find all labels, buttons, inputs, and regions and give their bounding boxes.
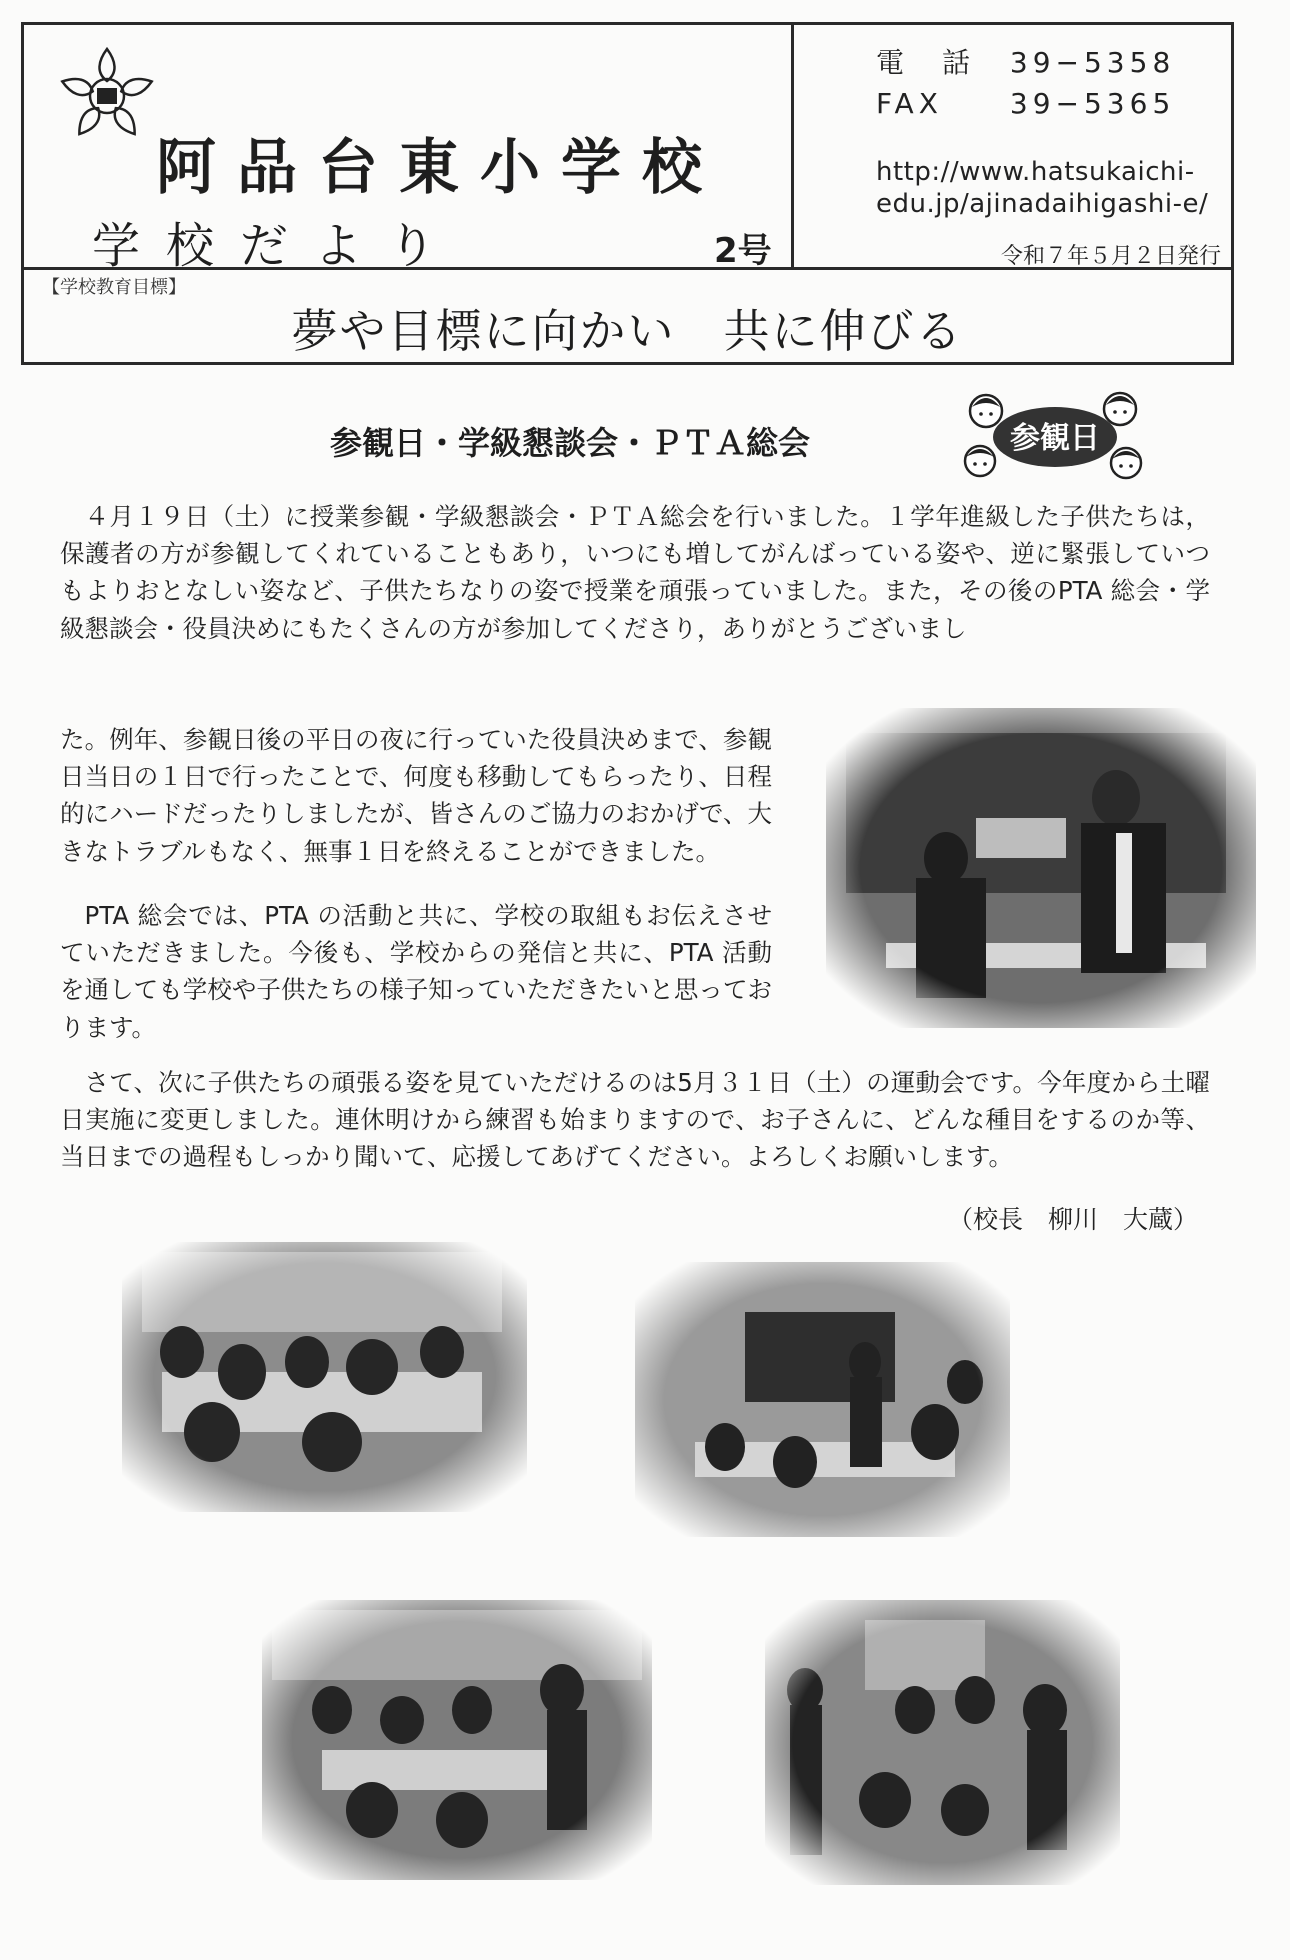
website-url-line1[interactable]: http://www.hatsukaichi- [876,157,1195,187]
phone-number: 39−5358 [1009,46,1176,79]
photo-lesson-front-board [635,1262,1010,1537]
school-crest-icon [52,41,162,151]
badge-text: 参観日 [1010,421,1100,456]
photo-classroom-lesson [826,708,1256,1028]
fax-label: FAX [876,87,943,120]
newsletter-title: 学校だより [92,218,463,274]
school-goal-label: 【学校教育目標】 [42,277,186,298]
article-paragraph-3: さて、次に子供たちの頑張る姿を見ていただけるのは5月３１日（土）の運動会です。今年度から土曜日実施に変更しました。連休明けから練習も始まりますので、お子さんに、どんな種目をするのか等、当日までの過程もしっかり聞いて、応援してあげてください。よろしくお願いします。 [60,1068,1210,1172]
school-goal-text: 夢や目標に向かい 共に伸びる [291,304,964,358]
phone-row [876,41,1175,81]
article-paragraph-1-continued: た。例年、参観日後の平日の夜に行っていた役員決めまで、参観日当日の１日で行ったことで、何度も移動してもらったり、日程的にハードだったりしましたが、皆さんのご協力のおかげで、大きなトラブルもなく、無事１日を終えることができました。 [60,725,772,866]
masthead-contact-block [794,25,1231,270]
website-url-line2[interactable]: edu.jp/ajinadaihigashi-e/ [876,189,1209,219]
photo-classroom-desks [262,1600,652,1880]
principal-signature: （校長 柳川 大蔵） [947,1205,1198,1234]
masthead-title-block [24,25,794,274]
open-house-badge-illustration [960,385,1150,490]
fax-number: 39−5365 [1009,87,1176,120]
phone-label: 電 話 [876,46,976,79]
article-paragraph-1: ４月１９日（土）に授業参観・学級懇談会・ＰＴＡ総会を行いました。１学年進級した子供たちは，保護者の方が参観してくれていることもあり，いつにも増してがんばっている姿や、逆に緊張していつもよりおとなしい姿など、子供たちなりの姿で授業を頑張っていました。また，その後のPTA 総会・学級懇談会・役員決めにもたくさんの方が参加してくださり，ありがとうございまし [60,502,1210,643]
school-name: 阿品台東小学校 [156,133,723,203]
masthead [21,22,1234,365]
article-title: 参観日・学級懇談会・ＰＴＡ総会 [330,424,811,462]
article-paragraph-2: PTA 総会では、PTA の活動と共に、学校の取組もお伝えさせていただきました。今後も、学校からの発信と共に、PTA 活動を通しても学校や子供たちの様子知っていただきたいと思っております。 [60,901,772,1042]
photo-parents-in-classroom [765,1600,1120,1885]
photo-parents-observing [122,1242,527,1512]
issue-date: 令和７年５月２日発行 [1000,244,1221,269]
issue-number: 2号 [714,231,772,271]
fax-row [876,87,1175,120]
